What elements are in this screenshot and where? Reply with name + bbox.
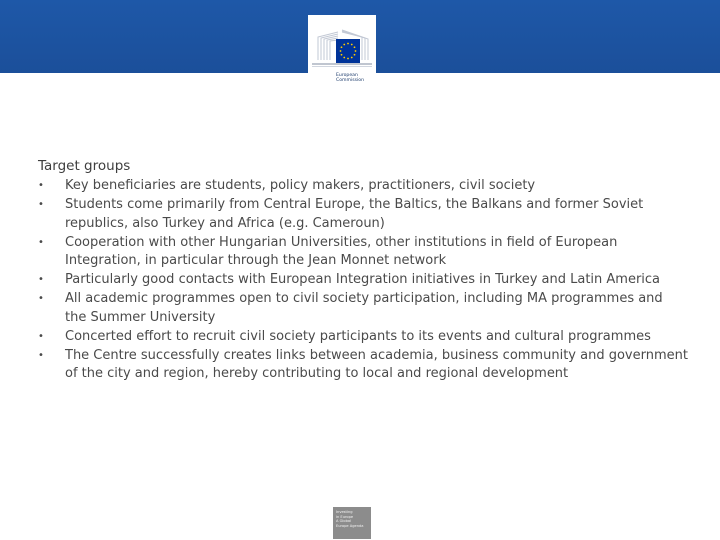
eu-star-icon	[354, 46, 356, 48]
eu-star-icon	[347, 58, 349, 60]
bullet-icon: •	[38, 293, 44, 305]
list-item	[38, 177, 688, 195]
eu-star-icon	[343, 57, 345, 59]
bullet-icon: •	[38, 350, 44, 362]
eu-star-icon	[355, 50, 357, 52]
list-item-text: The Centre successfully creates links between academia, business community and government of the city and region, hereby contributing to local and regional development	[65, 348, 688, 382]
slide-content	[38, 157, 688, 384]
section-heading: Target groups	[38, 158, 131, 174]
logo-text-line: European	[336, 73, 358, 78]
bullet-icon: •	[38, 274, 44, 286]
footer-logo	[333, 507, 371, 539]
bullet-icon: •	[38, 180, 44, 192]
logo-text-line: Commission	[336, 78, 365, 84]
list-item-text: Key beneficiaries are students, policy makers, practitioners, civil society	[65, 178, 536, 194]
eu-star-icon	[340, 50, 342, 52]
footer-logo-text-line: A Global	[336, 519, 352, 524]
eu-star-icon	[354, 54, 356, 56]
eu-star-icon	[351, 44, 353, 46]
footer-logo-text-line: Europe Agenda	[336, 523, 364, 528]
eu-star-icon	[341, 54, 343, 56]
eu-star-icon	[343, 44, 345, 46]
list-item	[38, 196, 688, 232]
berlaymont-building-icon	[308, 15, 376, 75]
list-item	[38, 271, 688, 289]
list-item-text: Particularly good contacts with European Integration initiatives in Turkey and Latin America	[65, 272, 661, 288]
list-item-text: Cooperation with other Hungarian Universities, other institutions in field of European Integration, in particular through the Jean Monnet network	[65, 234, 618, 269]
european-commission-logo	[308, 15, 376, 93]
bullet-icon: •	[38, 236, 44, 248]
list-item-text: Concerted effort to recruit civil society participants to its events and cultural programmes	[65, 328, 651, 344]
list-item-text: Students come primarily from Central Europe, the Baltics, the Balkans and former Soviet republics, also Turkey and Africa (e.g. Cameroun)	[65, 197, 644, 231]
eu-star-icon	[341, 46, 343, 48]
list-item-text: All academic programmes open to civil society participation, including MA programmes and the Summer University	[65, 291, 663, 325]
footer-logo-text-line: in Europe	[336, 514, 354, 519]
list-item	[38, 234, 688, 270]
eu-star-icon	[347, 43, 349, 45]
list-item	[38, 347, 688, 383]
bullet-list	[38, 177, 688, 383]
list-item	[38, 290, 688, 326]
list-item	[38, 328, 688, 346]
bullet-icon: •	[38, 199, 44, 211]
footer-logo-text-line: Investing	[336, 510, 353, 514]
eu-star-icon	[351, 57, 353, 59]
bullet-icon: •	[38, 330, 44, 342]
